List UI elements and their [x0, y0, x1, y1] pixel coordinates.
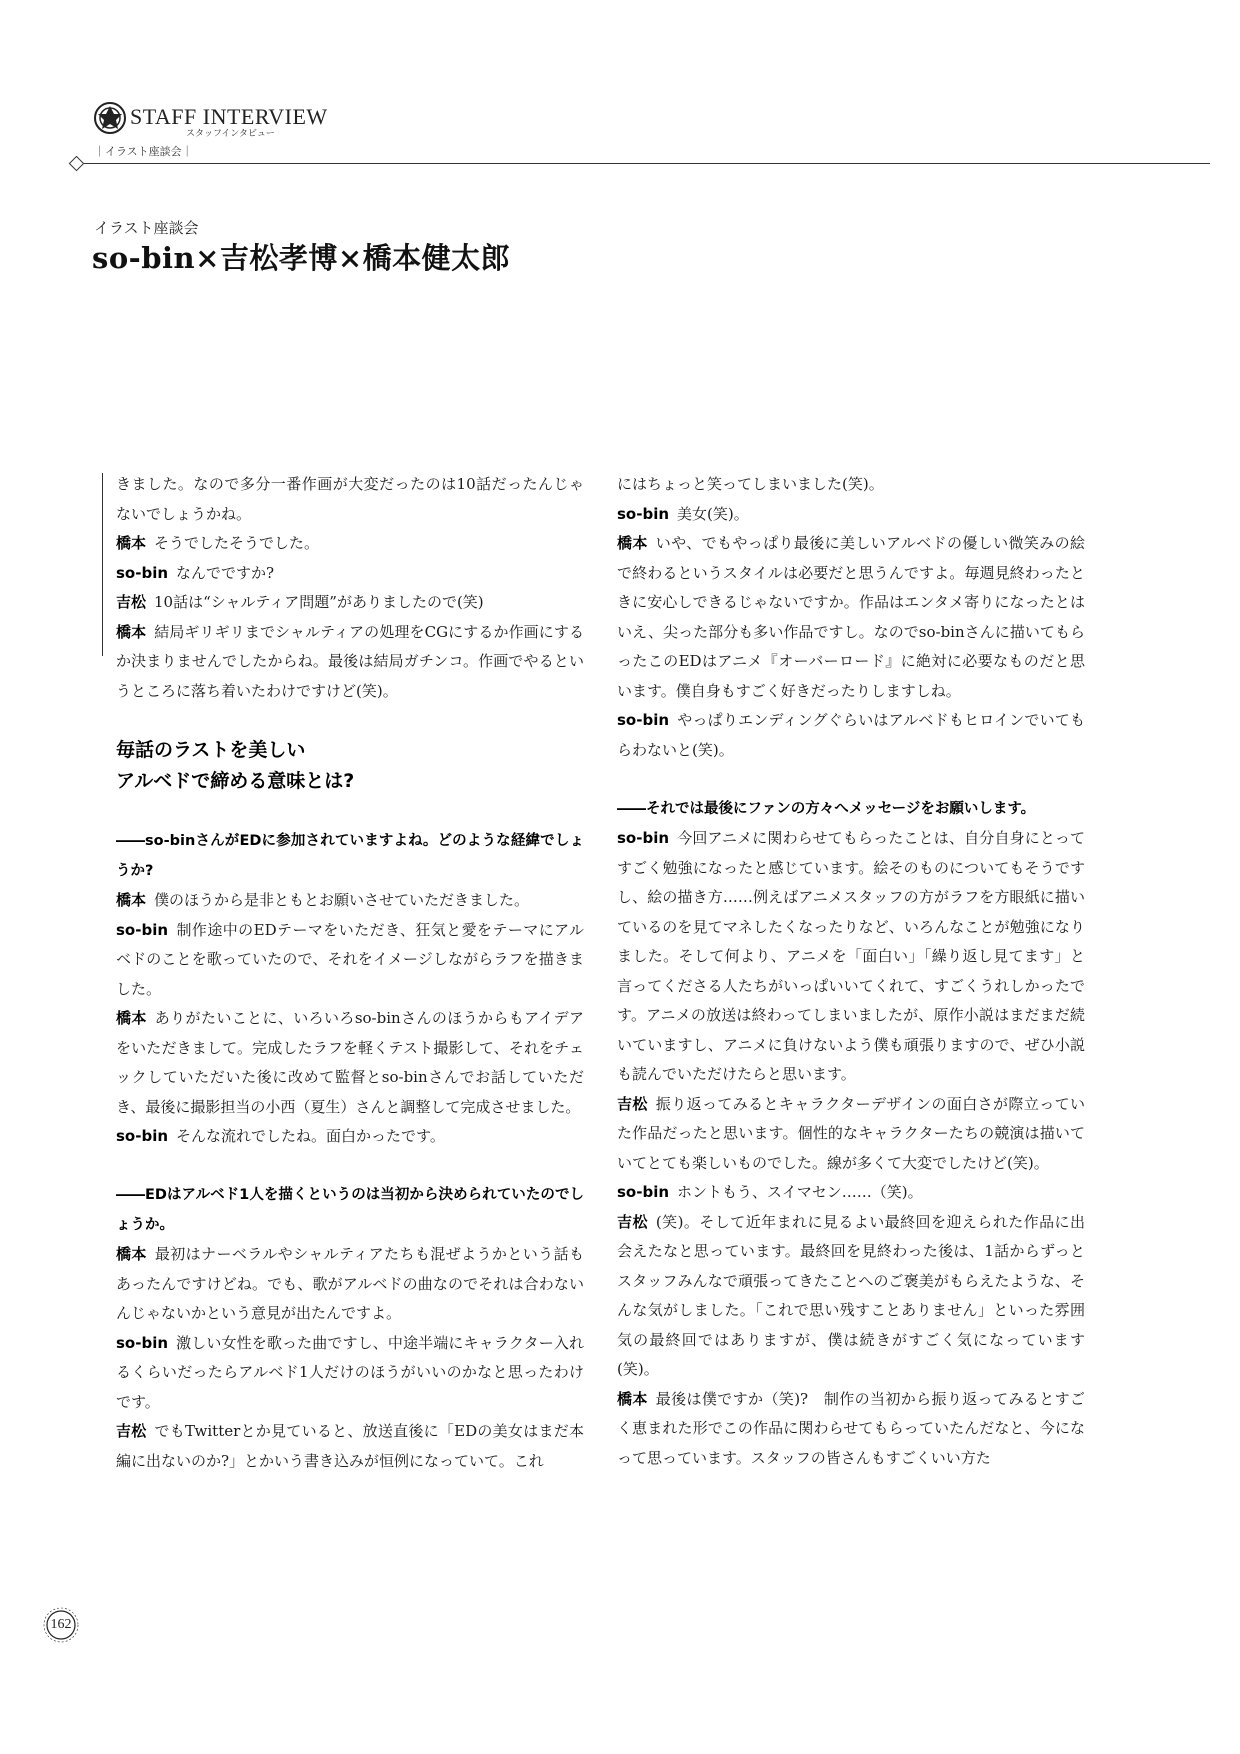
article-title: so-bin×吉松孝博×橋本健太郎	[92, 241, 511, 275]
paragraph	[617, 529, 1085, 706]
interviewer-question: ――EDはアルベド1人を描くというのは当初から決められていたのでしょうか。	[116, 1187, 584, 1233]
speaker-name: so-bin	[116, 1127, 169, 1145]
diamond-ornament-icon	[69, 156, 85, 172]
speaker-name: so-bin	[116, 563, 169, 582]
speaker-name: 吉松	[116, 593, 147, 611]
paragraph	[116, 1004, 584, 1122]
speaker-name: 橋本	[116, 1245, 147, 1263]
crest-emblem-icon	[92, 100, 128, 136]
speech-text: いや、でもやっぱり最後に美しいアルベドの優しい微笑みの絵で終わるというスタイルは必要だと思うんですよ。毎週見終わったときに安心しできるじゃないですか。作品はエンタメ寄りになったとはいえ、尖った部分も多い作品ですし。なのでso-binさんに描いてもらったこのEDはアニメ『オーバーロード』に絶対に必要なものだと思います。僕自身もすごく好きだったりしますしね。	[617, 534, 1085, 700]
section-heading	[116, 735, 584, 797]
speech-text: 僕のほうから是非ともとお願いさせていただきました。	[154, 891, 530, 909]
speech-text: やっぱりエンディングぐらいはアルベドもヒロインでいてもらわないと(笑)。	[617, 711, 1085, 759]
paragraph	[617, 706, 1085, 765]
speaker-name: 橋本	[116, 1009, 147, 1027]
speaker-name: so-bin	[617, 829, 670, 847]
header-title: STAFF INTERVIEW	[130, 104, 328, 129]
paragraph	[617, 1385, 1085, 1474]
speech-text: なんでですか?	[176, 563, 275, 582]
section-heading-line: 毎話のラストを美しい	[116, 739, 306, 761]
speech-text: でもTwitterとか見ていると、放送直後に「EDの美女はまだ本編に出ないのか?」とかいう書き込みが恒例になっていて。これ	[116, 1422, 584, 1470]
header-divider	[76, 163, 1210, 164]
paragraph	[116, 618, 584, 707]
speaker-name: 吉松	[617, 1094, 648, 1113]
paragraph	[116, 1240, 584, 1329]
section-heading-line: アルベドで締める意味とは?	[116, 770, 355, 792]
speech-text: 美女(笑)。	[677, 504, 749, 523]
speech-text: 最後は僕ですか（笑)? 制作の当初から振り返ってみるとすごく恵まれた形でこの作品に関わらせてもらっていたんだなと、今になって思っています。スタッフの皆さんもすごくいい方た	[617, 1389, 1085, 1467]
speech-text: 制作途中のEDテーマをいただき、狂気と愛をテーマにアルベドのことを歌っていたので、それをイメージしながらラフを描きました。	[116, 920, 584, 998]
interviewer-question: ――それでは最後にファンの方々へメッセージをお願いします。	[617, 800, 1036, 817]
paragraph	[116, 559, 584, 589]
paragraph	[116, 1329, 584, 1418]
paragraph	[617, 824, 1085, 1090]
speaker-name: 吉松	[617, 1212, 648, 1231]
speaker-name: 橋本	[116, 622, 147, 641]
speaker-name: so-bin	[617, 504, 670, 523]
speaker-name: 吉松	[116, 1422, 147, 1440]
paragraph	[617, 1178, 1085, 1208]
right-column	[617, 470, 1085, 1473]
paragraph	[116, 1417, 584, 1476]
speaker-name: 橋本	[617, 1389, 648, 1408]
speaker-name: so-bin	[617, 711, 670, 729]
paragraph	[116, 588, 584, 618]
speech-text: 激しい女性を歌った曲ですし、中途半端にキャラクター入れるくらいだったらアルベド1人だけのほうがいいのかなと思ったわけです。	[116, 1333, 584, 1411]
page-number-badge	[42, 1606, 80, 1644]
speaker-name: 橋本	[116, 891, 147, 909]
speech-text: 今回アニメに関わらせてもらったことは、自分自身にとってすごく勉強になったと感じています。絵そのものについてもそうですし、絵の描き方……例えばアニメスタッフの方がラフを方眼紙に描いているのを見てマネしたくなったりなど、いろんなことが勉強になりました。そして何より、アニメを「面白い」「繰り返し見てます」と言ってくださる人たちがいっぱいいてくれて、すごくうれしかったです。アニメの放送は終わってしまいましたが、原作小説はまだまだ続いていますし、アニメに負けないよう僕も頑張りますので、ぜひ小説も読んでいただけたらと思います。	[617, 829, 1085, 1083]
paragraph	[617, 1208, 1085, 1385]
speech-text: そんな流れでしたね。面白かったです。	[176, 1127, 445, 1145]
speaker-name: 橋本	[116, 534, 147, 552]
paragraph: にはちょっと笑ってしまいました(笑)。	[617, 475, 884, 493]
speech-text: 10話は“シャルティア問題”がありましたので(笑)	[154, 593, 484, 611]
speech-text: 結局ギリギリまでシャルティアの処理をCGにするか作画にするか決まりませんでしたからね。最後は結局ガチンコ。作画でやるというところに落ち着いたわけですけど(笑)。	[116, 622, 584, 700]
speech-text: ありがたいことに、いろいろso-binさんのほうからもアイデアをいただきまして。完成したラフを軽くテスト撮影して、それをチェックしていただいた後に改めて監督とso-binさんでお話していただき、最後に撮影担当の小西（夏生）さんと調整して完成させました。	[116, 1009, 584, 1116]
speaker-name: 橋本	[617, 534, 648, 552]
speaker-name: so-bin	[116, 1333, 169, 1352]
article-kicker: イラスト座談会	[94, 219, 199, 237]
speech-text: 最初はナーベラルやシャルティアたちも混ぜようかという話もあったんですけどね。でも、歌がアルベドの曲なのでそれは合わないんじゃないかという意見が出たんですよ。	[116, 1245, 584, 1322]
speaker-name: so-bin	[116, 920, 169, 939]
speech-text: ホントもう、スイマセン……（笑)。	[677, 1183, 923, 1201]
page-number: 162	[50, 1617, 72, 1632]
speech-text: (笑)。そして近年まれに見るよい最終回を迎えられた作品に出会えたなと思っています。最終回を見終わった後は、1話からずっとスタッフみんなで頑張ってきたことへのご褒美がもらえたような、そんな気がしました。「これで思い残すことありません」といった雰囲気の最終回ではありますが、僕は続きがすごく気になっています(笑)。	[617, 1212, 1085, 1378]
header-subtitle: スタッフインタビュー	[186, 129, 275, 139]
paragraph	[116, 886, 584, 916]
left-column	[116, 470, 584, 1476]
speaker-name: so-bin	[617, 1183, 670, 1201]
paragraph: きました。なので多分一番作画が大変だったのは10話だったんじゃないでしょうかね。	[116, 475, 584, 523]
column-start-rule	[102, 473, 103, 656]
paragraph	[617, 1090, 1085, 1179]
paragraph	[116, 1122, 584, 1152]
paragraph	[116, 529, 584, 559]
interviewer-question: ――so-binさんがEDに参加されていますよね。どのような経緯でしょうか?	[116, 833, 584, 879]
speech-text: そうでしたそうでした。	[154, 534, 320, 552]
speech-text: 振り返ってみるとキャラクターデザインの面白さが際立っていた作品だったと思います。個性的なキャラクターたちの競演は描いていてとても楽しいものでした。線が多くて大変でしたけど(笑)。	[617, 1094, 1085, 1172]
paragraph	[617, 500, 1085, 530]
paragraph	[116, 916, 584, 1005]
header-section-label: ｜イラスト座談会｜	[94, 145, 193, 158]
